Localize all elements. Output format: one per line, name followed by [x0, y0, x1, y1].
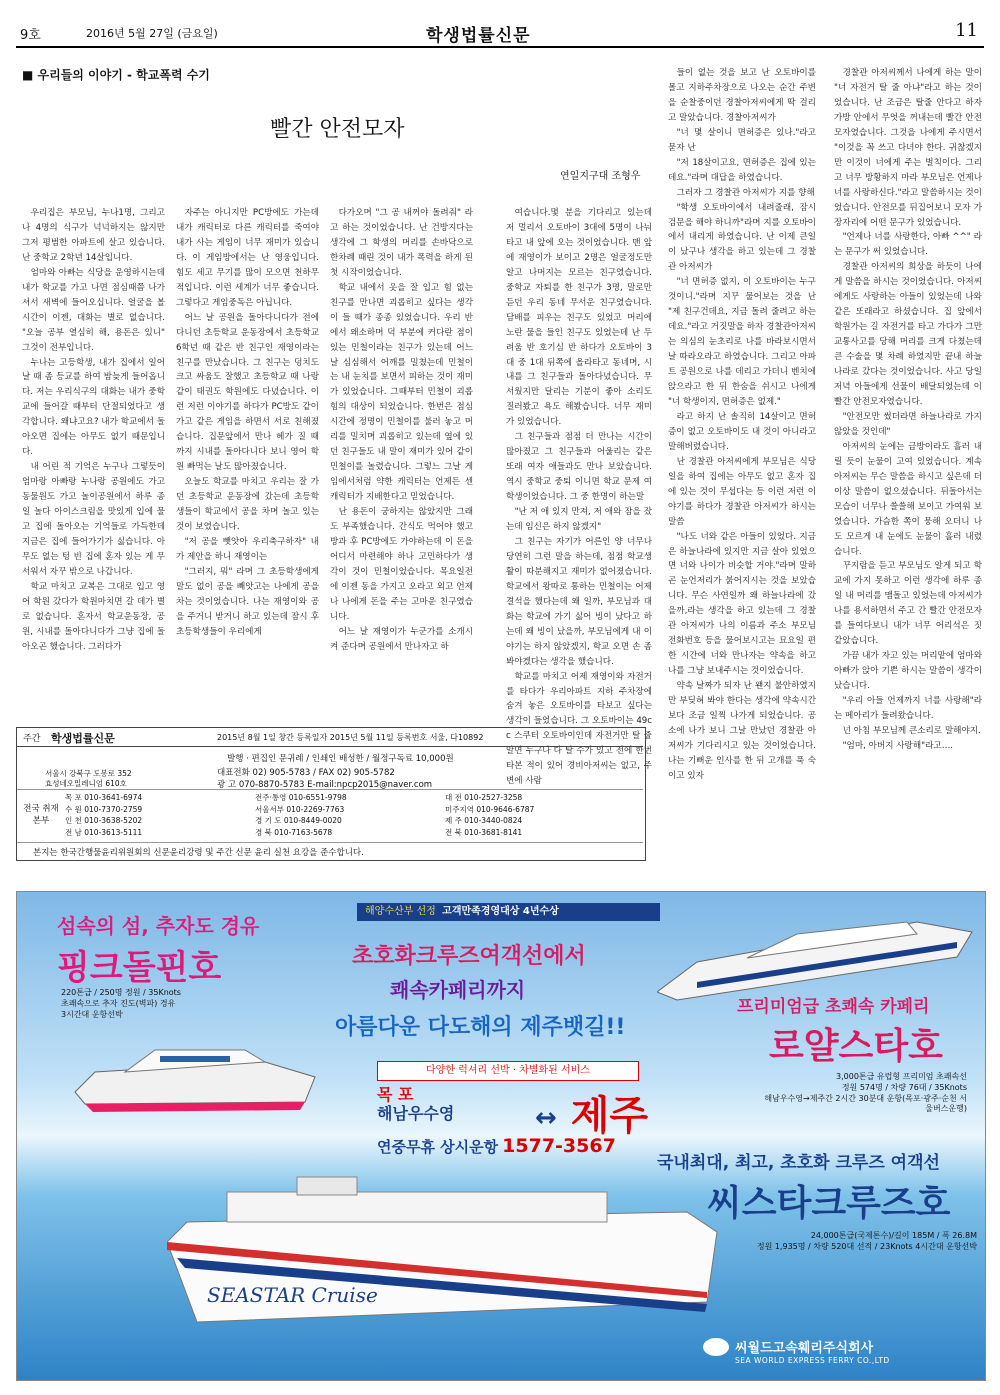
spec-line: 3시간대 운항선박	[61, 1010, 123, 1020]
spec-line: 정원 574명 / 차량 76대 / 35Knots	[841, 1082, 967, 1092]
article-paragraph: "너 몇 살이니 면허증은 있나."라고 묻자 난	[668, 127, 816, 153]
publication-title: 학생법률신문	[426, 26, 531, 46]
ad-left-tagline: 섬속의 섬, 추자도 경유	[57, 914, 260, 938]
article-paragraph: "그러지, 뭐" 라며 그 초등학생에게 말도 없이 공을 빼앗고는 나에게 공을 차는 것이었습니다. 나는 재영이와 공을 주거니 받거니 하고 있는데 잠시 후 초등학생들이 우리에게	[176, 566, 319, 637]
article-paragraph: 오늘도 학교를 마치고 우리는 잘 가던 초등학교 운동장에 갔는데 초등학생들이 학교에서 공을 차며 놀고 있는 것이 보였습니다.	[176, 477, 319, 533]
article-paragraph: 그 친구는 자기가 어른인 양 너무나 당연히 그런 말을 하는데, 점점 학교생활이 따분해지고 재미가 없어졌습니다. 학교에서 왕따로 통하는 민철이는 어제 결석을 했다는데 왜 일까, 부모님과 대화는 학교에 가기 싫어 빙이 났다고 하는데 왜 빙이 났을까, 부모님에게 내 이야기는 하지 않았겠지, 학교 오면 손 좀 봐야겠다는 생각을 했습니다.	[506, 536, 652, 667]
masthead-contact-2: 광 고 070-8870-5783 E-mail:npcp2015@naver.com	[217, 780, 433, 790]
article-paragraph: 꾸지람을 듣고 부모님도 알게 되고 학교에 가지 못하고 이런 생각에 하루 종일 내 머리를 맴돌고 있었는데 아저씨가 나를 용서하면서 주고 간 빨간 안전모자를 들여다보니 내가 너무 어리석은 짓 같았습니다.	[834, 561, 982, 647]
issue-number: 9호	[20, 28, 41, 43]
article-paragraph: 학교 내에서 옷을 잘 입고 힘 없는 친구를 만나면 괴롭히고 싶다는 생각이 들 때가 종종 있었습니다. 우리 반에서 왜소하며 덕 부분에 커다란 점이 있는 민철이라는 친구가 있는데 어느 날 심심해서 어깨를 밀쳤는데 민철이는 내 눈치를 보면서 피하는 것이 재미가 있었습니다. 그때부터 민철이 괴롭힘의 대상이 되었습니다. 한번은 점심시간에 정명이 민철이를 불러 놓고 머리를 밀치며 괴롭히고 있는데 옆에 있던 친구들도 내 말이 재미가 있어 같이 민철이를 놀렸습니다. 그렇느 그날 게임에서처럼 약한 캐릭터는 언제든 센 캐릭터가 지배한다고 믿었습니다.	[330, 282, 473, 503]
page-number: 11	[955, 20, 978, 41]
masthead-staff: 발행 · 편집인 문귀례 / 인쇄인 배성한 / 월정구독료 10,000원	[227, 754, 454, 764]
award-part-a: 해양수산부 선정	[365, 906, 436, 917]
article-column-5	[668, 66, 816, 880]
masthead-address-2: 효성네오밀레니엄 610호	[45, 779, 127, 788]
article-paragraph: 어느 날 공원을 돌아다니다가 전에 다니던 초등학교 운동장에서 초등학교 6학년 때 같은 반 친구인 재영이라는 친구를 만났습니다. 그 친구는 덩치도 크고 싸움도 잘했고 초등학교 때 나랑 같이 태권도 학원에도 다녔습니다. 이런 저런 이야기를 하다가 PC방도 같이 가고 같은 게임을 하면서 서로 친해졌습니다. 집문앞에서 만나 헤가 질 때 까지 시내를 돌아다니다 보니 영어 학원 빠먹는 날도 많아졌습니다.	[176, 312, 319, 473]
ad-left-ship-name: 핑크돌핀호	[57, 948, 222, 988]
article-paragraph: 학교 마치고 교복은 그대로 입고 영어 학원 갔다가 학원마치면 갈 데가 별로 없습니다. 혼자서 학교운동장, 공원, 시내를 돌아다니다가 그냥 집에 돌아오곤 했습니다. 그러다가	[22, 581, 165, 652]
award-part-b: 고객만족경영대상 4년수상	[442, 906, 559, 917]
article-paragraph: 경찰관 아저씨의 희상을 하듯이 나에게 말씀을 하시는 것이었습니다. 아저씨에게도 사랑하는 아들이 있었는데 나와 같은 또래라고 하셨습니다. 집 앞에서 학원가는 길 자전거를 타고 가다가 그만 교통사고를 당해 머리를 크게 다쳤는데 큰 수술을 몇 차례 하였지만 끝내 하늘나라로 갔다는 것이었습니다. 사고 당일 저녁 아들에게 선물이 배달되었는데 이 빨간 안전모자였습니다.	[834, 262, 982, 407]
article-column-3	[330, 206, 473, 702]
bureau-item: 경 북 010-7163-5678	[255, 827, 333, 837]
article-paragraph: 경찰관 아저씨께서 나에게 하는 말이 "너 자전거 탈 줄 아냐"라고 하는 것이었습니다. 난 조금은 탈줄 안다고 하자 가방 안에서 무엇을 꺼내는데 빨간 안전 모자였습니다. 그것을 나에게 주시면서 "이것을 꼭 쓰고 다녀야 한다. 귀찮겠지만 이것이 너에게 주는 벌칙이다. 그리고 너무 방황하지 마라 부모님은 언제나 너를 사랑하신다."라고 말씀하시는 것이었습니다. 안전모를 뒤집어보니 모자 가장자리에 어떤 문구가 있었습니다.	[834, 68, 982, 228]
masthead-address-1: 서울시 강북구 도봉로 352	[45, 769, 132, 778]
spec-line: 초쾌속으로 추자 진도(벽파) 경유	[61, 999, 176, 1009]
article-column-6	[834, 66, 982, 880]
ad-right-tagline: 프리미엄급 초쾌속 카페리	[737, 997, 930, 1017]
bureau-item: 경 기 도 010-8449-0020	[255, 816, 342, 826]
article-column-1	[22, 206, 165, 702]
article-paragraph: 자주는 아니지만 PC방에도 가는데 내가 캐릭터로 다른 캐릭터를 죽여야 내가 사는 게임이 너무 재미가 있습니다. 이 게임방에서는 난 영웅입니다. 힘도 세고 무기를 많이 모으면 천하무적입니다. 이런 세계가 너무 좋습니다. 그렇다고 게임중독은 아닙니다.	[176, 208, 319, 308]
article-paragraph: 가끔 내가 자고 있는 머리맡에 엄마와 아빠가 앉아 기쁜 하시는 말씀이 생각이 났습니다.	[834, 651, 982, 692]
ad-slogan-2: 쾌속카페리까지	[390, 978, 526, 1002]
article-paragraph: "너 면허증 없지, 이 오토바이는 누구 것이니."라며 지꾸 물어보는 것을 난 "제 친구건데요, 지금 돌려 줄려고 하는데요."라고 거짓말을 하자 경찰관아저씨는 의심의 눈초리로 나를 바라보시면서 날 따라오라고 하였습니다. 그리고 아파트 공원으로 나를 데리고 가더니 벤치에 앉으라고 한 뒤 한숨을 쉬시고 나에게 "너 학생이지, 면허증은 없제."	[668, 277, 816, 407]
ad-bottom-specs	[737, 1230, 977, 1252]
article-column-2	[176, 206, 319, 702]
spec-line: 3,000톤급 유럽형 프리미엄 초쾌속선	[836, 1072, 967, 1081]
article-paragraph: 난 용돈이 궁하지는 않았지만 그래도 부족했습니다. 간식도 먹어야 했고 방과 후 PC방에도 가야하는데 이 돈을 어디서 마련해야 하나 고민하다가 생각이 것이 민철이었습니다. 목요일전에 이젠 동을 가지고 오라고 외고 언제나 나에게 돈을 주는 고마운 친구였습니다.	[330, 507, 473, 622]
article-paragraph: 여습니다.몇 분을 기다리고 있는데 저 멀리서 오토바이 3대에 5명이 나눠 타고 내 앞에 오는 것이었습니다. 맨 앞에 재영이가 보이고 2명은 얼굴정도만 알고 나머지는 모르는 친구였습니다. 중학교 자퇴를 한 친구가 3명, 말로만 듣던 우리 동네 무서운 친구였습니다. 담배를 피우는 친구도 있었고 머리에 노란 물을 들인 친구도 있었는데 난 두려움 반 호기심 반 하다가 오토바이 3대 중 1대 뒤쪽에 올라타고 동네며, 시내를 그 친구들과 돌아다녔습니다. 무서웠지만 달리는 기분이 좋아 소리도 질러봤고 욕도 해봤습니다. 너무 재미가 있었습니다.	[506, 208, 652, 428]
bureau-item: 목 포 010-3641-6974	[65, 793, 143, 802]
ad-phone	[377, 1135, 616, 1157]
bureau-item: 전 남 010-3613-5111	[65, 827, 143, 837]
route-destination: 제주	[570, 1093, 649, 1139]
ferry-advertisement	[16, 891, 986, 1381]
route-origin-2: 해남우수영	[377, 1104, 455, 1124]
article-paragraph: 우리집은 부모님, 누나1명, 그리고 나 4명의 식구가 넉넉하지는 않지만 그저 평범한 아파트에 살고 있습니다. 난 중학교 2학년 14살입니다.	[22, 208, 165, 263]
article-title: 빨간 안전모자	[270, 117, 405, 142]
ad-slogan-1: 초호화크루즈여객선에서	[352, 944, 586, 969]
article-paragraph: "나도 너와 같은 아들이 있었다. 지금은 하늘나라에 있지만 지금 살아 있었으면 너와 나이가 비슷할 거야."라며 말하곤 눈언저리가 붉어지시는 것을 보았습니다. 무슨 사연일까 왜 하늘나라에 갔을까,라는 생각을 하고 있는데 그 경찰관 아저씨가 나의 이름과 주소 부모님 전화번호 등을 물어보시고는 묘요일 편한 시간에 너와 만나자는 약속을 하고 나를 그냥 보내주시는 것이었습니다.	[668, 531, 816, 677]
bureau-item: 제 주 010-3440-0824	[445, 816, 523, 826]
bureau-item: 전주·통영 010-6551-9798	[255, 793, 347, 802]
masthead-registration: 2015년 8월 1일 창간 등록일자 2015년 5월 11일 등록번호 서울, 다10892	[217, 733, 484, 742]
bureau-item: 서울서부 010-2269-7763	[255, 804, 345, 814]
ad-right-ship-name: 로얄스타호	[769, 1026, 943, 1067]
company-logo-icon	[703, 1338, 729, 1356]
phone-label: 연중무휴 상시운항	[377, 1138, 499, 1156]
royal-star-ship-illustration	[657, 912, 977, 1002]
article-paragraph: "저 공을 뺏앗아 우리축구하자" 내가 제안을 하니 재영이는	[176, 536, 319, 562]
ad-left-specs	[61, 987, 181, 1021]
spec-line: 해남우수영→제주간 2시간 30분대 운항(목포·광주·순천 서울버스운행)	[764, 1093, 967, 1114]
spec-line: 정원 1,935명 / 차량 520대 선적 / 23Knots 4시간대 운항선박	[756, 1242, 977, 1252]
company-name: 씨월드고속훼리주식회사	[735, 1341, 874, 1356]
article-paragraph: 난 경찰관 아저씨에게 부모님은 식당일을 하여 집에는 아무도 없고 혼자 집에 있는 것이 무섭다는 등 이런 저런 이야기를 하다가 경찰관 아저씨가 하시는 말씀	[668, 456, 816, 527]
article-paragraph: 넌 아침 부모님께 큰소리로 말해야지.	[842, 725, 981, 736]
article-paragraph: 그 친구들과 점점 더 만나는 시간이 많아졌고 그 친구들과 어울리는 같은 또래 여자 애들과도 만나 보았습니다. 역시 중학교 중퇴 이니면 학교 문제 여학생이었습니다. 그 중 한명이 하는말	[506, 432, 652, 503]
article-paragraph: 내 어린 적 기억은 누구나 그렇듯이 엄마랑 아빠랑 누나랑 공원에도 가고 동물원도 가고 놀이공원에서 하루 종일 놀다 아이스크림을 맛있게 입에 물고 집에 돌아오는 기억들로 가득한데 지금은 집에 들어가기가 싫습니다. 아무도 없는 텅 빈 집에 혼자 있는 게 무서워서 자꾸 밖으로 나갑니다.	[22, 462, 165, 577]
article-paragraph: 약속 날짜가 되자 난 왠지 불안하였지만 부딪혀 봐야 한다는 생각에 약속시간보다 조금 일찍 나가게 되었습니다. 공소에 나가 보니 그날 만났던 경찰관 아저씨가 기다리시고 있는 것이었습니다. 나는 기뻐운 인사를 한 뒤 고개를 푹 숙이고 있자	[668, 681, 816, 781]
ad-slogan-3: 아름다운 다도해의 제주뱃길!!	[335, 1015, 626, 1040]
seastar-cruise-ship-illustration	[167, 1172, 727, 1342]
article-paragraph: 누나는 고등학생, 내가 집에서 일어날 때 좀 등교를 하여 밤늦게 들어옵니다. 저는 우리식구의 대화는 내가 중학교에 들어갈 때부터 단절되었다고 생각합니다. 왜냐고요? 내가 학교에서 돌아오면 집에는 아무도 없기 때문입니다.	[22, 357, 165, 458]
article-paragraph: 아저씨의 눈에는 금방이라도 흘러 내릴 듯이 눈물이 고여 있었습니다. 계속 아저씨는 무슨 말씀을 하시고 싶은데 더 이상 말씀이 없으셨습니다. 뒤돌아서는 모습이 너무나 쓸쓸해 보이고 가여워 보였습니다. 가슴한 쪽이 뭉해 오더니 나도 모르게 내 눈에도 눈물이 흘러 내렸습니다.	[834, 441, 982, 557]
article-paragraph: "안전모만 썼더라면 하늘나라로 가지 않았을 것인데"	[834, 411, 982, 437]
article-paragraph: "우리 아들 언제까지 너를 사랑해"라는 메아리가 들려왔습니다.	[834, 696, 982, 721]
article-author: 연일지구대 조형우	[560, 171, 641, 182]
article-paragraph: "학생 오토바이에서 내려줄래, 잠시 검문을 해야 하니까"라며 지를 오토바이에서 내리게 하였습니다. 난 이제 큰일이 났구나 생각을 하고 있는데 그 경찰관 아저씨가	[668, 202, 816, 273]
article-paragraph: "엄마, 아버지 사랑해"라고….	[842, 740, 954, 751]
bureau-item: 수 원 010-7370-2759	[65, 804, 143, 814]
article-paragraph: 라고 하지 난 솔직히 14살이고 면허증이 없고 오토바이도 내 것이 아니라고 말해버렸습니다.	[668, 411, 816, 452]
ad-right-specs	[757, 1072, 967, 1115]
article-paragraph: 다가오며 "그 공 내꺼야 돌려줘" 라고 하는 것이었습니다. 난 건방지다는 생각에 그 학생의 머리를 손바닥으로 한차례 때린 것이 내가 폭력을 하게 된 첫 시작이었습니다.	[330, 208, 473, 278]
ad-route-destination	[535, 1084, 648, 1141]
route-origin-1: 목 포	[377, 1085, 414, 1104]
route-arrow-icon: ↔	[535, 1103, 557, 1133]
page-header	[16, 20, 984, 48]
section-label: ■ 우리들의 이야기 - 학교폭력 수기	[22, 68, 210, 82]
ad-company	[735, 1337, 890, 1365]
masthead-weekly: 주간	[23, 734, 41, 744]
masthead-contact-1: 대표전화 02) 905-5783 / FAX 02) 905-5782	[217, 768, 395, 778]
ad-service-banner: 다양한 럭셔리 선박 · 차별화된 서비스	[377, 1061, 639, 1081]
bureau-item: 대 전 010-2527-3258	[445, 793, 523, 802]
article-paragraph: "저 18살이고요, 면허증은 집에 있는데요."라며 대답을 하였습니다.	[668, 157, 816, 183]
pink-dolphin-ship-illustration	[65, 1032, 325, 1122]
svg-text:SEASTAR Cruise: SEASTAR Cruise	[207, 1283, 378, 1307]
issue-date: 2016년 5월 27일 (금요일)	[86, 27, 218, 40]
masthead-name: 학생법률신문	[51, 732, 115, 745]
bureau-list	[17, 789, 643, 843]
bureau-label: 전국 취재본부	[23, 804, 59, 826]
article-paragraph: 들이 없는 것을 보고 난 오토바이를 몰고 지하주차장으로 나오는 순간 주변을 순찰중이던 경찰아저씨에게 딱 걸리고 말았습니다. 경찰아저씨가	[668, 68, 816, 123]
article-paragraph: 엄마와 아빠는 식당을 운영하시는데 내가 학교를 가고 나면 점심때쯤 나가셔서 새벽에 들어오십니다. 얼굴을 볼 시간이 이젠, 대화는 별로 없습니다. "오늘 공부 열심히 해, 용돈은 있니" 그것이 전부입니다.	[22, 267, 165, 353]
ad-bottom-ship-name: 씨스타크루즈호	[707, 1183, 951, 1224]
masthead-footer: 본지는 한국간행물윤리위원회의 신문윤리강령 및 주간 신문 윤리 실천 요강을 준수합니다.	[33, 848, 364, 858]
article-paragraph: 그러자 그 경찰관 아저씨가 지를 향해	[676, 187, 815, 198]
ad-route-origin	[377, 1085, 454, 1123]
article-paragraph: "언제나 너를 사랑한다, 아빠 ^^" 라는 문구가 써 있었습니다.	[834, 232, 982, 258]
phone-number: 1577-3567	[502, 1135, 616, 1157]
article-paragraph: "난 저 애 있지 만져, 저 애와 잠을 잤는데 임신은 하지 않겠지"	[506, 507, 652, 533]
article-paragraph: 어느 날 재영이가 누군가를 소개시켜 준다며 공원에서 만나자고 하	[330, 626, 473, 652]
bureau-item: 인 천 010-3638-5202	[65, 816, 143, 826]
masthead-box	[16, 727, 646, 861]
ad-bottom-tagline: 국내최대, 최고, 초호화 크루즈 여객선	[657, 1153, 940, 1173]
spec-line: 24,000톤급(국제톤수)/길이 185M / 폭 26.8M	[810, 1231, 977, 1240]
spec-line: 220톤급 / 250명 정원 / 35Knots	[61, 988, 181, 997]
masthead-bar	[17, 728, 643, 747]
company-name-en: SEA WORLD EXPRESS FERRY CO.,LTD	[735, 1356, 890, 1365]
bureau-item: 미주지역 010-9646-6787	[445, 804, 535, 814]
bureau-grid	[65, 792, 635, 839]
bureau-item: 전 북 010-3681-8141	[445, 827, 523, 837]
article-paragraph: 학교를 마치고 어제 재영이와 자전거를 타다가 우리아파트 지하 주차장에 숨겨 놓은 오토바이를 타보고 싶다는 생각이 들었습니다. 그 오토바이는 49cc 스쿠터 오토바이인데 자전거만 탈 줄 알면 누구나 다 탈 수가 있고 전에 한번 타본 적이 있어 경비아저씨는 없고, 주변에 사람	[506, 671, 652, 787]
ad-award-banner	[357, 903, 660, 921]
